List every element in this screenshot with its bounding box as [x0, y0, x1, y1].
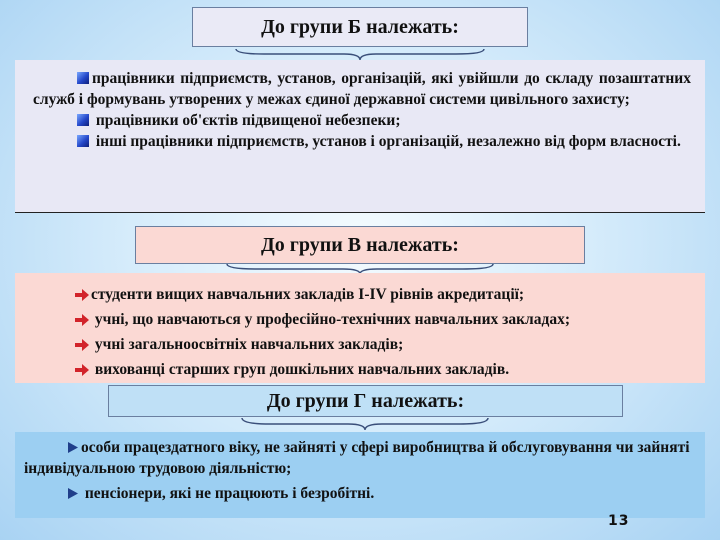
group-b-item: інші працівники підприємств, установ і організацій, незалежно від форм власності. [33, 131, 691, 152]
group-g-brace [240, 416, 490, 432]
page-number: 13 [608, 513, 630, 529]
group-v-item: вихованці старших груп дошкільних навчальних закладів. [75, 359, 693, 380]
group-g-heading [108, 385, 623, 417]
blue-square-bullet-icon [77, 135, 89, 147]
group-v-heading [135, 226, 585, 264]
red-arrow-bullet-icon [75, 289, 89, 301]
red-arrow-bullet-icon [75, 314, 89, 326]
group-g-item: пенсіонери, які не працюють і безробітні. [24, 483, 693, 504]
group-g-item: особи працездатного віку, не зайняті у сфері виробництва й обслуговування чи зайняті індивідуальною трудовою діяльністю; [24, 439, 690, 477]
group-v-content [15, 273, 705, 383]
red-arrow-bullet-icon [75, 364, 89, 376]
group-b-content [15, 60, 705, 213]
blue-triangle-bullet-icon [68, 488, 78, 499]
group-g-content [15, 432, 705, 518]
blue-square-bullet-icon [77, 114, 89, 126]
group-b-item: працівники підприємств, установ, організацій, які увійшли до складу позаштатних служб і формувань утворених у межах єдиної державної системи цивільного захисту; [33, 70, 691, 108]
group-v-item: учні, що навчаються у професійно-технічних навчальних закладах; [75, 309, 693, 330]
group-v-heading-text: До групи В належать: [261, 233, 459, 256]
blue-square-bullet-icon [77, 72, 89, 84]
blue-triangle-bullet-icon [68, 442, 78, 453]
group-g-heading-text: До групи Г належать: [266, 389, 465, 412]
group-v-item: студенти вищих навчальних закладів І-ІV рівнів акредитації; [75, 284, 693, 305]
group-v-item: учні загальноосвітніх навчальних закладів; [75, 334, 693, 355]
red-arrow-bullet-icon [75, 339, 89, 351]
group-b-item: працівники об'єктів підвищеної небезпеки; [33, 110, 691, 131]
group-b-heading [192, 7, 528, 47]
group-b-heading-text: До групи Б належать: [261, 15, 459, 38]
